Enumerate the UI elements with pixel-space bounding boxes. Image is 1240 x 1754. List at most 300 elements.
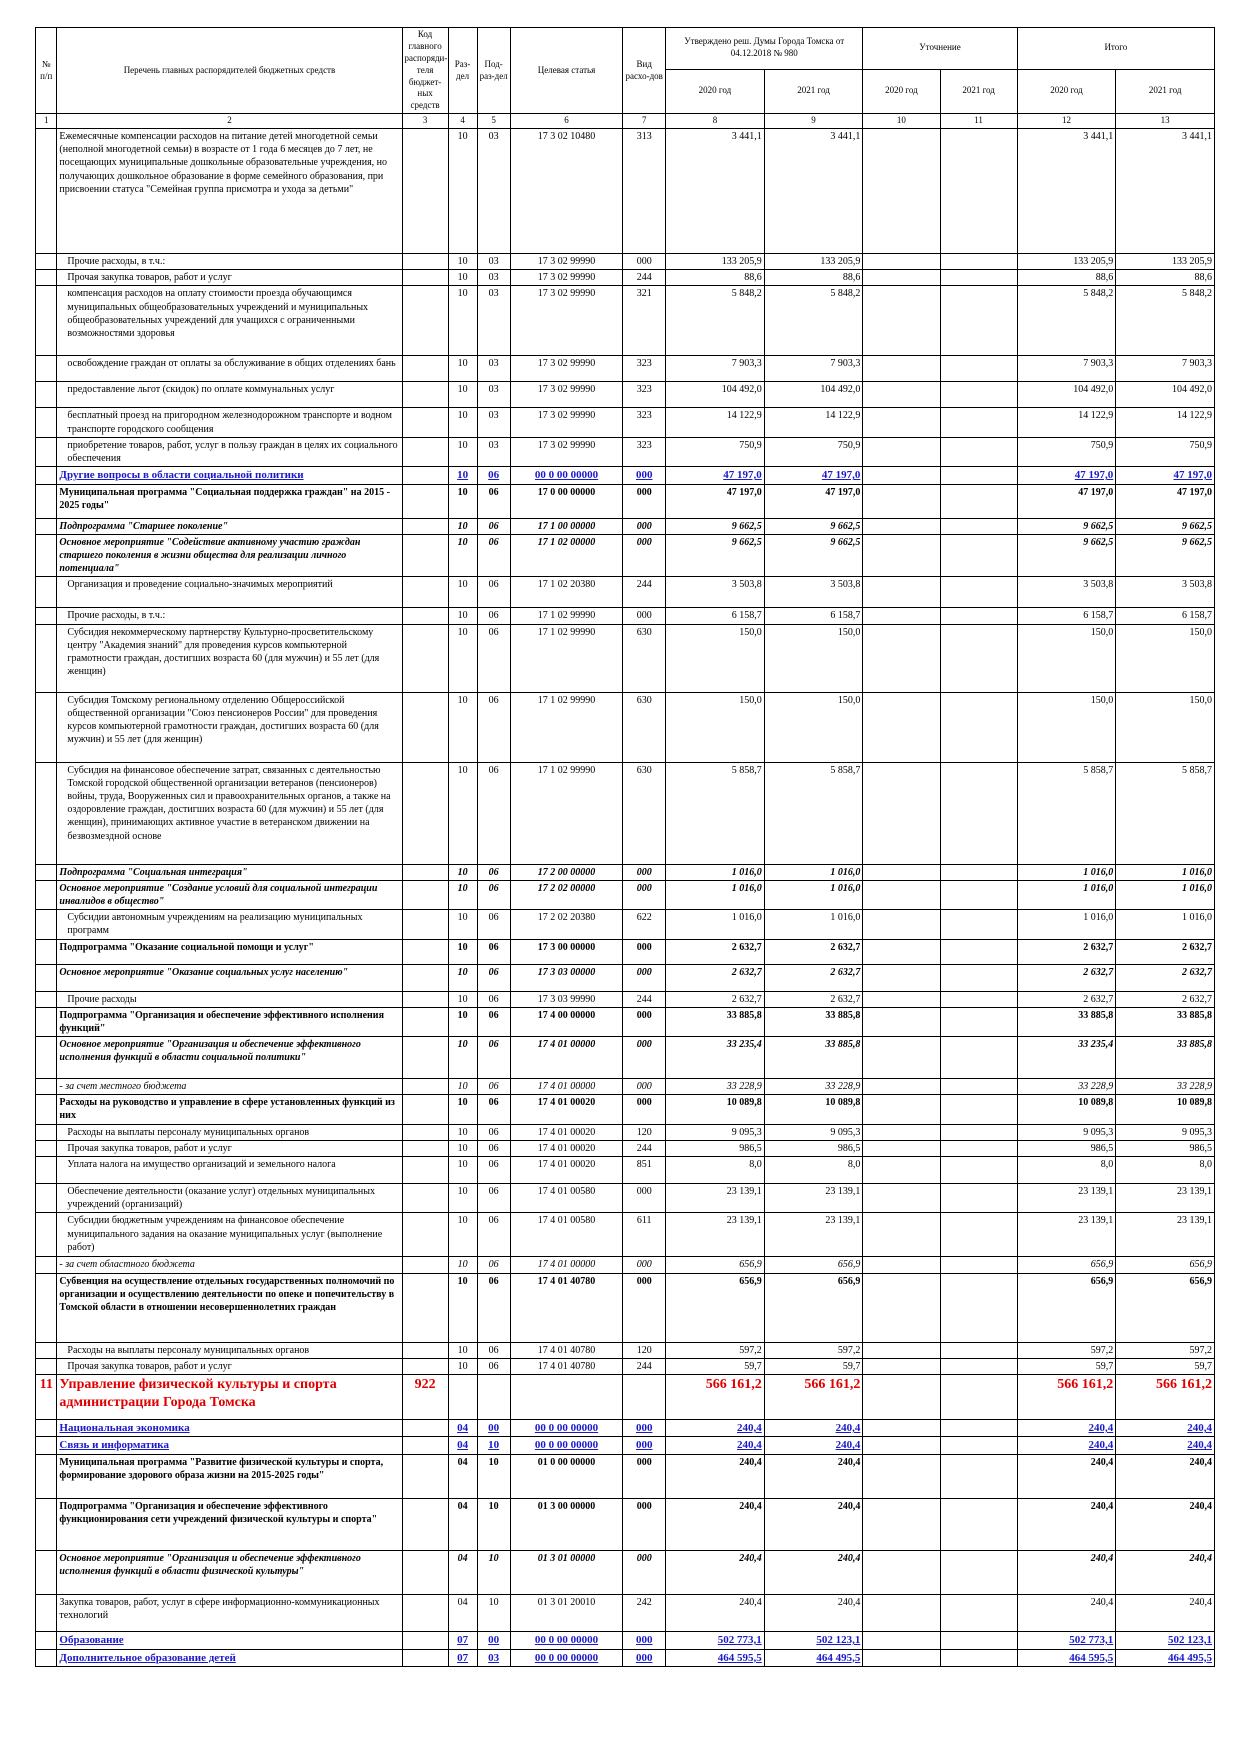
row-clarify-2020 — [863, 518, 940, 534]
row-approved-2021: 240,4 — [764, 1550, 863, 1594]
row-clarify-2020 — [863, 1213, 940, 1257]
row-razdel: 10 — [448, 408, 477, 437]
row-total-2020: 9 095,3 — [1017, 1124, 1116, 1140]
table-row — [36, 1594, 1215, 1631]
row-clarify-2021 — [940, 1157, 1017, 1184]
row-number — [36, 1649, 57, 1667]
row-approved-2021: 9 662,5 — [764, 518, 863, 534]
row-approved-2020: 6 158,7 — [666, 608, 765, 624]
row-total-2021: 88,6 — [1116, 270, 1215, 286]
row-razdel: 10 — [448, 356, 477, 382]
row-name: Муниципальная программа "Социальная поддержка граждан" на 2015 - 2025 годы" — [57, 484, 402, 518]
row-approved-2020: 1 016,0 — [666, 910, 765, 939]
row-target-article: 17 1 02 99990 — [510, 762, 623, 864]
row-podrazdel: 06 — [477, 864, 510, 880]
col-podrazdel-header: Под-раз-дел — [477, 28, 510, 114]
row-clarify-2020 — [863, 1124, 940, 1140]
row-target-article: 01 0 00 00000 — [510, 1454, 623, 1498]
row-podrazdel: 06 — [477, 1342, 510, 1358]
row-clarify-2020 — [863, 408, 940, 437]
row-target-article: 17 4 01 40780 — [510, 1342, 623, 1358]
row-podrazdel: 06 — [477, 1140, 510, 1156]
row-approved-2020: 656,9 — [666, 1273, 765, 1342]
table-row — [36, 608, 1215, 624]
row-expense-type: 244 — [623, 1140, 666, 1156]
col-vid-header: Вид расхо-дов — [623, 28, 666, 114]
row-expense-type: 000 — [623, 1649, 666, 1667]
row-target-article: 17 3 02 99990 — [510, 408, 623, 437]
row-podrazdel: 06 — [477, 1095, 510, 1124]
row-razdel: 10 — [448, 1358, 477, 1374]
row-approved-2021: 133 205,9 — [764, 254, 863, 270]
row-code — [402, 1140, 448, 1156]
row-total-2020: 566 161,2 — [1017, 1374, 1116, 1419]
row-code — [402, 1079, 448, 1095]
row-clarify-2021 — [940, 254, 1017, 270]
row-total-2021: 33 885,8 — [1116, 1037, 1215, 1079]
row-code — [402, 382, 448, 408]
row-clarify-2020 — [863, 1374, 940, 1419]
row-number — [36, 1550, 57, 1594]
row-razdel: 10 — [448, 1157, 477, 1184]
row-clarify-2021 — [940, 356, 1017, 382]
row-code — [402, 1124, 448, 1140]
row-total-2021: 47 197,0 — [1116, 484, 1215, 518]
table-row — [36, 577, 1215, 608]
table-row — [36, 910, 1215, 939]
row-total-2020: 1 016,0 — [1017, 910, 1116, 939]
row-clarify-2021 — [940, 1124, 1017, 1140]
row-code — [402, 1213, 448, 1257]
row-podrazdel: 03 — [477, 408, 510, 437]
row-code — [402, 1342, 448, 1358]
row-razdel: 04 — [448, 1550, 477, 1594]
row-name: Другие вопросы в области социальной политики — [57, 467, 402, 485]
row-clarify-2020 — [863, 254, 940, 270]
row-clarify-2021 — [940, 864, 1017, 880]
row-podrazdel: 03 — [477, 129, 510, 254]
row-expense-type: 630 — [623, 762, 666, 864]
row-expense-type: 323 — [623, 382, 666, 408]
row-total-2021: 33 228,9 — [1116, 1079, 1215, 1095]
row-target-article: 17 1 02 20380 — [510, 577, 623, 608]
row-number — [36, 286, 57, 356]
row-code — [402, 910, 448, 939]
row-total-2020: 2 632,7 — [1017, 939, 1116, 964]
row-total-2020: 1 016,0 — [1017, 880, 1116, 909]
budget-body — [36, 129, 1215, 1667]
row-approved-2020: 5 848,2 — [666, 286, 765, 356]
row-approved-2021: 23 139,1 — [764, 1213, 863, 1257]
table-row — [36, 534, 1215, 577]
row-approved-2021: 104 492,0 — [764, 382, 863, 408]
row-number — [36, 1124, 57, 1140]
col-index: 10 — [863, 114, 940, 129]
row-total-2020: 240,4 — [1017, 1437, 1116, 1455]
row-clarify-2020 — [863, 1007, 940, 1036]
row-total-2021: 240,4 — [1116, 1594, 1215, 1631]
row-clarify-2021 — [940, 1374, 1017, 1419]
row-podrazdel: 03 — [477, 254, 510, 270]
row-expense-type: 000 — [623, 467, 666, 485]
row-approved-2021: 5 858,7 — [764, 762, 863, 864]
row-approved-2020: 2 632,7 — [666, 991, 765, 1007]
row-clarify-2021 — [940, 437, 1017, 466]
row-name: - за счет местного бюджета — [57, 1079, 402, 1095]
year-2020-header: 2020 год — [1017, 69, 1116, 113]
row-approved-2021: 656,9 — [764, 1273, 863, 1342]
row-expense-type: 851 — [623, 1157, 666, 1184]
row-approved-2021: 986,5 — [764, 1140, 863, 1156]
row-clarify-2021 — [940, 270, 1017, 286]
row-podrazdel: 06 — [477, 964, 510, 991]
row-code — [402, 1631, 448, 1649]
row-total-2021: 240,4 — [1116, 1454, 1215, 1498]
row-approved-2021: 1 016,0 — [764, 880, 863, 909]
col-index: 12 — [1017, 114, 1116, 129]
table-row — [36, 1454, 1215, 1498]
row-razdel: 10 — [448, 1342, 477, 1358]
row-target-article: 17 4 01 00020 — [510, 1095, 623, 1124]
row-total-2020: 23 139,1 — [1017, 1213, 1116, 1257]
row-approved-2021: 3 441,1 — [764, 129, 863, 254]
row-number — [36, 484, 57, 518]
year-2020-header: 2020 год — [863, 69, 940, 113]
row-total-2020: 5 858,7 — [1017, 762, 1116, 864]
row-podrazdel: 06 — [477, 1079, 510, 1095]
row-approved-2021: 240,4 — [764, 1437, 863, 1455]
row-expense-type: 000 — [623, 608, 666, 624]
row-razdel: 10 — [448, 382, 477, 408]
row-clarify-2020 — [863, 608, 940, 624]
row-approved-2020: 104 492,0 — [666, 382, 765, 408]
row-total-2020: 750,9 — [1017, 437, 1116, 466]
row-total-2020: 3 441,1 — [1017, 129, 1116, 254]
row-name: Ежемесячные компенсации расходов на питание детей многодетной семьи (неполной многодетной семьи) в возрасте от 1 года 6 месяцев до 7 лет, не посещающих муниципальные дошкольные образовательные учреждения, но получающих дошкольное образование в форме семейного образования, при присвоении статуса "Семейная группа присмотра и ухода за детьми" — [57, 129, 402, 254]
row-clarify-2021 — [940, 1550, 1017, 1594]
row-total-2020: 464 595,5 — [1017, 1649, 1116, 1667]
row-code — [402, 939, 448, 964]
row-razdel: 10 — [448, 939, 477, 964]
row-number — [36, 129, 57, 254]
row-target-article: 00 0 00 00000 — [510, 1649, 623, 1667]
row-podrazdel: 06 — [477, 467, 510, 485]
row-approved-2021: 47 197,0 — [764, 467, 863, 485]
row-podrazdel: 10 — [477, 1550, 510, 1594]
col-total-header: Итого — [1017, 28, 1214, 70]
table-row — [36, 991, 1215, 1007]
row-code — [402, 518, 448, 534]
row-total-2020: 10 089,8 — [1017, 1095, 1116, 1124]
table-row — [36, 1550, 1215, 1594]
row-expense-type: 000 — [623, 1419, 666, 1437]
col-index: 6 — [510, 114, 623, 129]
row-clarify-2020 — [863, 1079, 940, 1095]
row-approved-2020: 88,6 — [666, 270, 765, 286]
row-code — [402, 880, 448, 909]
row-target-article: 17 4 01 40780 — [510, 1358, 623, 1374]
col-index: 3 — [402, 114, 448, 129]
row-number: 11 — [36, 1374, 57, 1419]
row-expense-type: 244 — [623, 577, 666, 608]
row-expense-type: 000 — [623, 1631, 666, 1649]
row-total-2021: 33 885,8 — [1116, 1007, 1215, 1036]
row-target-article: 00 0 00 00000 — [510, 1437, 623, 1455]
table-row — [36, 1079, 1215, 1095]
row-code — [402, 437, 448, 466]
row-razdel: 10 — [448, 534, 477, 577]
row-expense-type: 622 — [623, 910, 666, 939]
row-clarify-2020 — [863, 1157, 940, 1184]
row-approved-2021: 2 632,7 — [764, 939, 863, 964]
row-name: освобождение граждан от оплаты за обслуживание в общих отделениях бань — [57, 356, 402, 382]
row-number — [36, 624, 57, 692]
row-podrazdel: 06 — [477, 1157, 510, 1184]
table-row — [36, 467, 1215, 485]
row-clarify-2021 — [940, 991, 1017, 1007]
row-clarify-2021 — [940, 939, 1017, 964]
row-target-article: 17 1 00 00000 — [510, 518, 623, 534]
row-target-article: 17 4 01 00000 — [510, 1079, 623, 1095]
row-podrazdel: 06 — [477, 1358, 510, 1374]
row-approved-2021: 464 495,5 — [764, 1649, 863, 1667]
row-approved-2020: 3 441,1 — [666, 129, 765, 254]
row-name: Основное мероприятие "Содействие активному участию граждан старшего поколения в жизни общества для реализации личного потенциала" — [57, 534, 402, 577]
row-clarify-2021 — [940, 1358, 1017, 1374]
row-clarify-2020 — [863, 534, 940, 577]
row-clarify-2021 — [940, 1184, 1017, 1213]
row-podrazdel: 10 — [477, 1437, 510, 1455]
row-approved-2020: 9 095,3 — [666, 1124, 765, 1140]
row-razdel: 10 — [448, 1213, 477, 1257]
row-expense-type: 000 — [623, 518, 666, 534]
col-approved-header: Утверждено реш. Думы Города Томска от 04.12.2018 № 980 — [666, 28, 863, 70]
table-row — [36, 518, 1215, 534]
row-clarify-2021 — [940, 1594, 1017, 1631]
row-razdel: 10 — [448, 286, 477, 356]
row-name: предоставление льгот (скидок) по оплате коммунальных услуг — [57, 382, 402, 408]
row-approved-2021: 240,4 — [764, 1498, 863, 1550]
row-razdel: 04 — [448, 1419, 477, 1437]
row-podrazdel: 03 — [477, 286, 510, 356]
row-approved-2020: 240,4 — [666, 1419, 765, 1437]
row-name: компенсация расходов на оплату стоимости проезда обучающимся муниципальных общеобразовательных учреждений и муниципальных общеобразовательных учреждений для учащихся с ограниченными возможностями здоровья — [57, 286, 402, 356]
row-approved-2021: 3 503,8 — [764, 577, 863, 608]
row-approved-2021: 150,0 — [764, 692, 863, 762]
row-podrazdel: 03 — [477, 1649, 510, 1667]
row-code — [402, 624, 448, 692]
row-clarify-2020 — [863, 1273, 940, 1342]
table-row — [36, 939, 1215, 964]
col-index: 9 — [764, 114, 863, 129]
col-index: 8 — [666, 114, 765, 129]
table-row — [36, 356, 1215, 382]
table-row — [36, 1498, 1215, 1550]
row-total-2021: 750,9 — [1116, 437, 1215, 466]
row-number — [36, 1273, 57, 1342]
row-approved-2021: 240,4 — [764, 1454, 863, 1498]
row-code — [402, 1437, 448, 1455]
row-expense-type: 611 — [623, 1213, 666, 1257]
row-clarify-2020 — [863, 991, 940, 1007]
row-razdel: 04 — [448, 1498, 477, 1550]
row-expense-type: 000 — [623, 1095, 666, 1124]
row-approved-2020: 47 197,0 — [666, 467, 765, 485]
row-approved-2021: 8,0 — [764, 1157, 863, 1184]
row-clarify-2020 — [863, 864, 940, 880]
row-expense-type: 000 — [623, 1437, 666, 1455]
row-code — [402, 1184, 448, 1213]
row-approved-2020: 1 016,0 — [666, 864, 765, 880]
row-clarify-2020 — [863, 356, 940, 382]
row-podrazdel: 03 — [477, 437, 510, 466]
row-code — [402, 1419, 448, 1437]
row-name: Основное мероприятие "Организация и обеспечение эффективного исполнения функций в области социальной политики" — [57, 1037, 402, 1079]
row-clarify-2020 — [863, 1342, 940, 1358]
row-code — [402, 1550, 448, 1594]
row-number — [36, 1007, 57, 1036]
row-total-2021: 3 503,8 — [1116, 577, 1215, 608]
table-row — [36, 484, 1215, 518]
table-row — [36, 1437, 1215, 1455]
row-total-2020: 5 848,2 — [1017, 286, 1116, 356]
budget-table — [35, 27, 1215, 1667]
row-approved-2020: 240,4 — [666, 1437, 765, 1455]
row-total-2020: 3 503,8 — [1017, 577, 1116, 608]
row-name: Расходы на выплаты персоналу муниципальных органов — [57, 1342, 402, 1358]
row-clarify-2021 — [940, 382, 1017, 408]
row-target-article: 17 4 00 00000 — [510, 1007, 623, 1036]
row-approved-2021: 5 848,2 — [764, 286, 863, 356]
row-total-2021: 10 089,8 — [1116, 1095, 1215, 1124]
row-clarify-2021 — [940, 1140, 1017, 1156]
row-approved-2020: 2 632,7 — [666, 939, 765, 964]
col-razdel-header: Раз-дел — [448, 28, 477, 114]
row-name: приобретение товаров, работ, услуг в пользу граждан в целях их социального обеспечения — [57, 437, 402, 466]
row-target-article — [510, 1374, 623, 1419]
year-2020-header: 2020 год — [666, 69, 765, 113]
row-expense-type: 000 — [623, 484, 666, 518]
row-number — [36, 910, 57, 939]
row-podrazdel: 06 — [477, 910, 510, 939]
row-clarify-2021 — [940, 624, 1017, 692]
row-target-article: 17 3 02 99990 — [510, 437, 623, 466]
row-approved-2020: 240,4 — [666, 1498, 765, 1550]
year-2021-header: 2021 год — [940, 69, 1017, 113]
row-clarify-2021 — [940, 518, 1017, 534]
col-index: 11 — [940, 114, 1017, 129]
row-clarify-2020 — [863, 880, 940, 909]
row-approved-2020: 47 197,0 — [666, 484, 765, 518]
row-clarify-2021 — [940, 1257, 1017, 1273]
row-approved-2021: 23 139,1 — [764, 1184, 863, 1213]
row-total-2020: 986,5 — [1017, 1140, 1116, 1156]
row-clarify-2020 — [863, 1037, 940, 1079]
row-approved-2021: 750,9 — [764, 437, 863, 466]
row-total-2020: 240,4 — [1017, 1419, 1116, 1437]
row-podrazdel: 00 — [477, 1631, 510, 1649]
row-expense-type: 000 — [623, 880, 666, 909]
row-total-2020: 9 662,5 — [1017, 534, 1116, 577]
row-number — [36, 577, 57, 608]
row-approved-2020: 1 016,0 — [666, 880, 765, 909]
row-approved-2021: 88,6 — [764, 270, 863, 286]
table-row — [36, 1273, 1215, 1342]
row-expense-type: 244 — [623, 270, 666, 286]
row-target-article: 17 4 01 00020 — [510, 1157, 623, 1184]
row-number — [36, 692, 57, 762]
table-row — [36, 964, 1215, 991]
row-number — [36, 1454, 57, 1498]
row-name: Муниципальная программа "Развитие физической культуры и спорта, формирование здорового образа жизни на 2015-2025 годы" — [57, 1454, 402, 1498]
row-approved-2021: 10 089,8 — [764, 1095, 863, 1124]
row-expense-type: 000 — [623, 1079, 666, 1095]
row-razdel: 10 — [448, 624, 477, 692]
row-clarify-2021 — [940, 1419, 1017, 1437]
row-total-2020: 33 235,4 — [1017, 1037, 1116, 1079]
row-target-article: 17 1 02 99990 — [510, 624, 623, 692]
row-razdel: 10 — [448, 467, 477, 485]
row-clarify-2020 — [863, 467, 940, 485]
row-podrazdel: 10 — [477, 1594, 510, 1631]
row-razdel: 10 — [448, 880, 477, 909]
row-total-2020: 656,9 — [1017, 1273, 1116, 1342]
row-razdel: 10 — [448, 1184, 477, 1213]
table-row — [36, 382, 1215, 408]
row-total-2021: 133 205,9 — [1116, 254, 1215, 270]
row-number — [36, 1184, 57, 1213]
row-code — [402, 1498, 448, 1550]
table-row — [36, 692, 1215, 762]
row-clarify-2020 — [863, 1095, 940, 1124]
row-code — [402, 964, 448, 991]
row-expense-type: 000 — [623, 964, 666, 991]
row-target-article: 00 0 00 00000 — [510, 467, 623, 485]
row-code — [402, 1358, 448, 1374]
row-name: Подпрограмма "Оказание социальной помощи и услуг" — [57, 939, 402, 964]
row-approved-2021: 9 095,3 — [764, 1124, 863, 1140]
row-code: 922 — [402, 1374, 448, 1419]
row-total-2021: 59,7 — [1116, 1358, 1215, 1374]
row-total-2020: 88,6 — [1017, 270, 1116, 286]
row-total-2021: 104 492,0 — [1116, 382, 1215, 408]
row-approved-2020: 23 139,1 — [666, 1184, 765, 1213]
row-clarify-2021 — [940, 1498, 1017, 1550]
row-name: Национальная экономика — [57, 1419, 402, 1437]
row-total-2021: 47 197,0 — [1116, 467, 1215, 485]
row-total-2021: 23 139,1 — [1116, 1213, 1215, 1257]
table-row — [36, 1419, 1215, 1437]
row-approved-2021: 7 903,3 — [764, 356, 863, 382]
row-number — [36, 1437, 57, 1455]
row-clarify-2021 — [940, 1273, 1017, 1342]
row-total-2020: 656,9 — [1017, 1257, 1116, 1273]
row-total-2020: 23 139,1 — [1017, 1184, 1116, 1213]
row-code — [402, 1257, 448, 1273]
row-total-2021: 9 662,5 — [1116, 534, 1215, 577]
table-row — [36, 1649, 1215, 1667]
row-code — [402, 1649, 448, 1667]
row-total-2021: 986,5 — [1116, 1140, 1215, 1156]
row-name: Основное мероприятие "Создание условий для социальной интеграции инвалидов в общество" — [57, 880, 402, 909]
row-number — [36, 382, 57, 408]
row-name: бесплатный проезд на пригородном железнодорожном транспорте и водном транспорте городского сообщения — [57, 408, 402, 437]
row-target-article: 17 4 01 00000 — [510, 1257, 623, 1273]
row-target-article: 17 2 02 20380 — [510, 910, 623, 939]
row-approved-2020: 240,4 — [666, 1550, 765, 1594]
row-clarify-2021 — [940, 129, 1017, 254]
row-number — [36, 437, 57, 466]
